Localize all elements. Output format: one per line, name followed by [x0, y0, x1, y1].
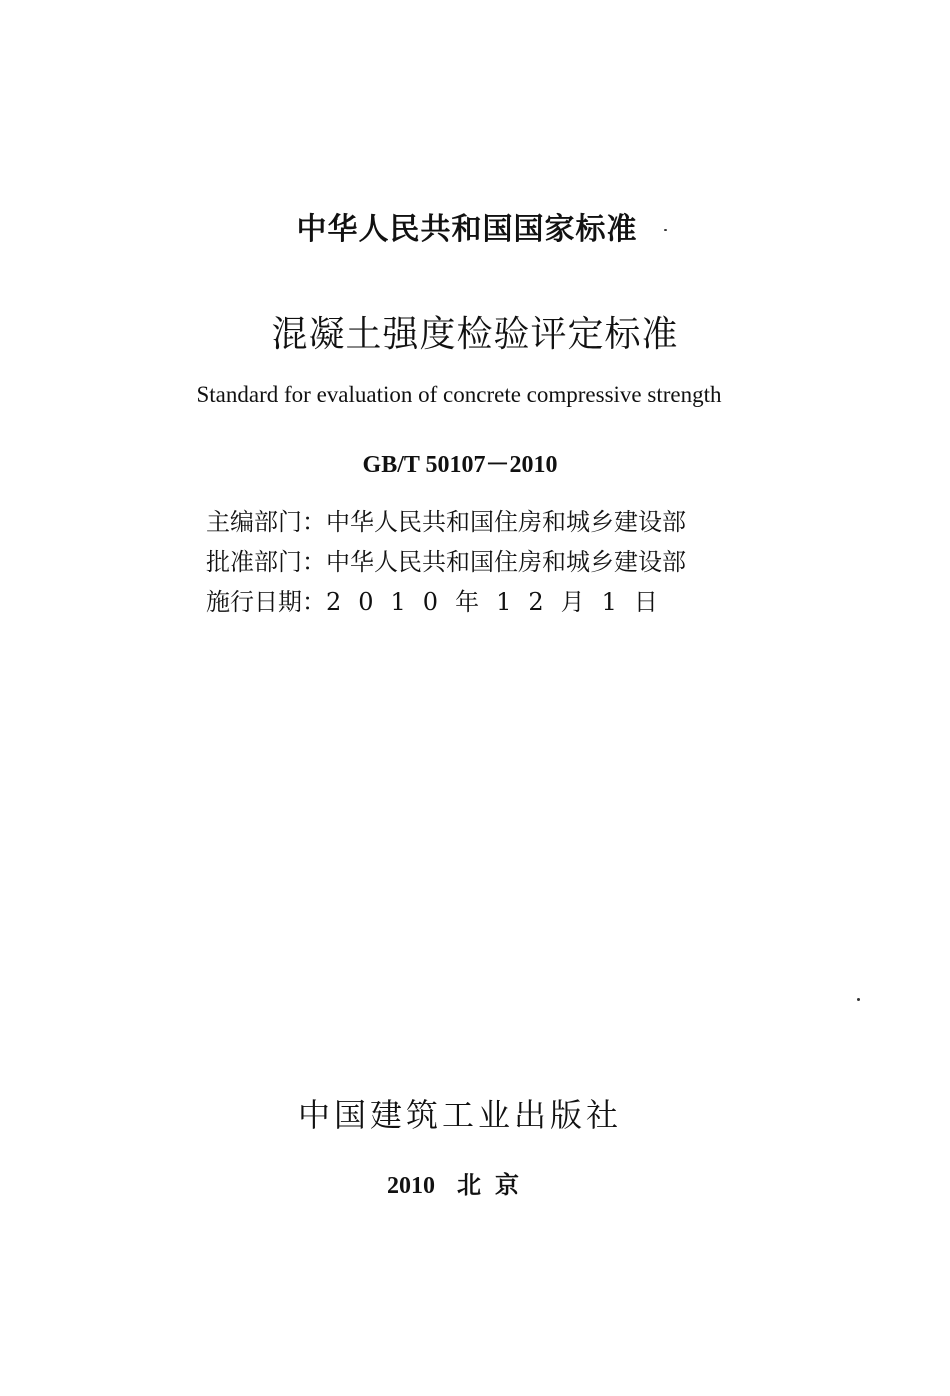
publication-year: 2010: [387, 1173, 435, 1199]
publication-city: 北京: [457, 1171, 533, 1199]
approval-label: 批准部门：: [206, 548, 326, 576]
scan-speck: [664, 229, 667, 231]
effective-date-label: 施行日期：: [206, 588, 326, 616]
chief-editor-label: 主编部门：: [206, 508, 326, 536]
approval-row: [206, 548, 686, 576]
chief-editor-value: 中华人民共和国住房和城乡建设部: [326, 508, 686, 536]
national-standard-heading: 中华人民共和国国家标准: [296, 212, 638, 247]
effective-date-value: 2010年12月1日: [326, 588, 675, 616]
publisher-name: 中国建筑工业出版社: [297, 1096, 622, 1134]
publication-line: [0, 1165, 935, 1200]
standard-code: GB/T 50107－2010: [362, 452, 558, 478]
effective-date-row: [206, 588, 675, 616]
standard-title-english: Standard for evaluation of concrete compressive strength: [196, 382, 722, 407]
chief-editor-row: [206, 508, 686, 536]
scan-speck: [857, 998, 860, 1001]
approval-value: 中华人民共和国住房和城乡建设部: [326, 548, 686, 576]
standard-title-chinese: 混凝土强度检验评定标准: [271, 314, 679, 355]
